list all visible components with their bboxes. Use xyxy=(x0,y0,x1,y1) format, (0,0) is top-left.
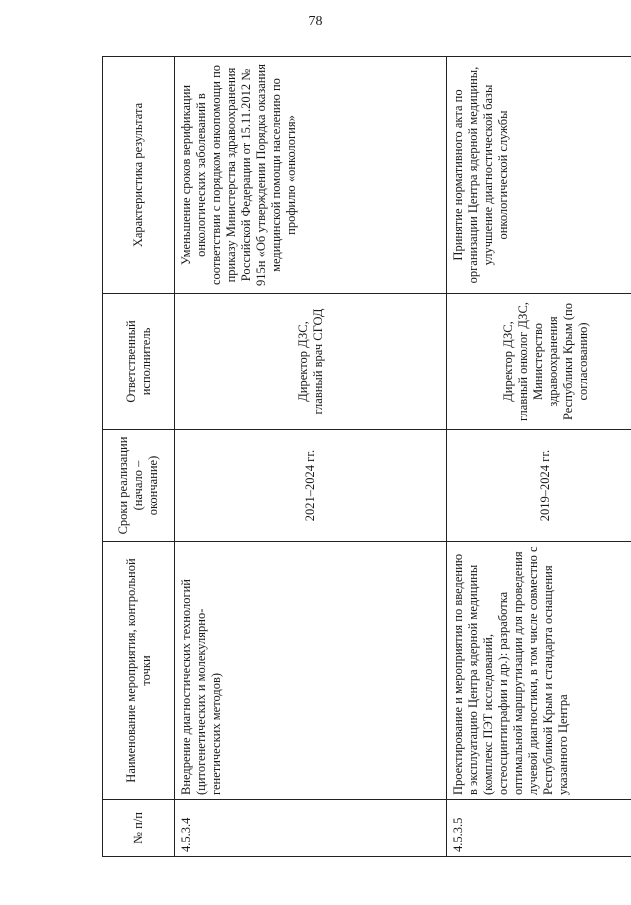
cell-term: 2021–2024 гг. xyxy=(175,430,447,542)
page-number: 78 xyxy=(308,14,323,29)
header-num: № п/п xyxy=(103,800,175,857)
table-row xyxy=(447,57,631,857)
header-result: Характеристика результата xyxy=(103,57,175,294)
cell-result: Уменьшение сроков верификации онкологических заболеваний в соответствии с порядком онкопомощи по приказу Министерства здравоохранения Российской Федерации от 15.11.2012 № 915н «Об утверждении Порядка оказания медицинской помощи населению по профилю «онкология» xyxy=(175,57,447,294)
cell-num: 4.5.3.5 xyxy=(447,800,631,857)
cell-responsible: Директор ДЗС, главный врач СГОД xyxy=(175,294,447,430)
cell-result: Принятие нормативного акта по организации Центра ядерной медицины, улучшение диагностической базы онкологической службы xyxy=(447,57,631,294)
cell-term: 2019–2024 гг. xyxy=(447,430,631,542)
table-row xyxy=(175,57,447,857)
cell-name: Внедрение диагностических технологий (цитогенетических и молекулярно-генетических методов) xyxy=(175,542,447,800)
cell-responsible: Директор ДЗС, главный онколог ДЗС, Министерство здравоохранения Республики Крым (по согласованию) xyxy=(447,294,631,430)
table-header-row xyxy=(103,57,175,857)
header-term: Сроки реализации (начало – окончание) xyxy=(103,430,175,542)
cell-name: Проектирование и мероприятия по введению в эксплуатацию Центра ядерной медицины (комплекс ПЭТ исследований, остеосцинтиграфии и др.): разработка оптимальной маршрутизации для проведения лучевой диагностики, в том числе совместно с Республикой Крым и стандарта оснащения указанного Центра xyxy=(447,542,631,800)
measures-table xyxy=(102,56,631,857)
header-name: Наименование мероприятия, контрольной точки xyxy=(103,542,175,800)
cell-num: 4.5.3.4 xyxy=(175,800,447,857)
rotated-table-wrapper xyxy=(102,57,631,857)
header-responsible: Ответственный исполнитель xyxy=(103,294,175,430)
